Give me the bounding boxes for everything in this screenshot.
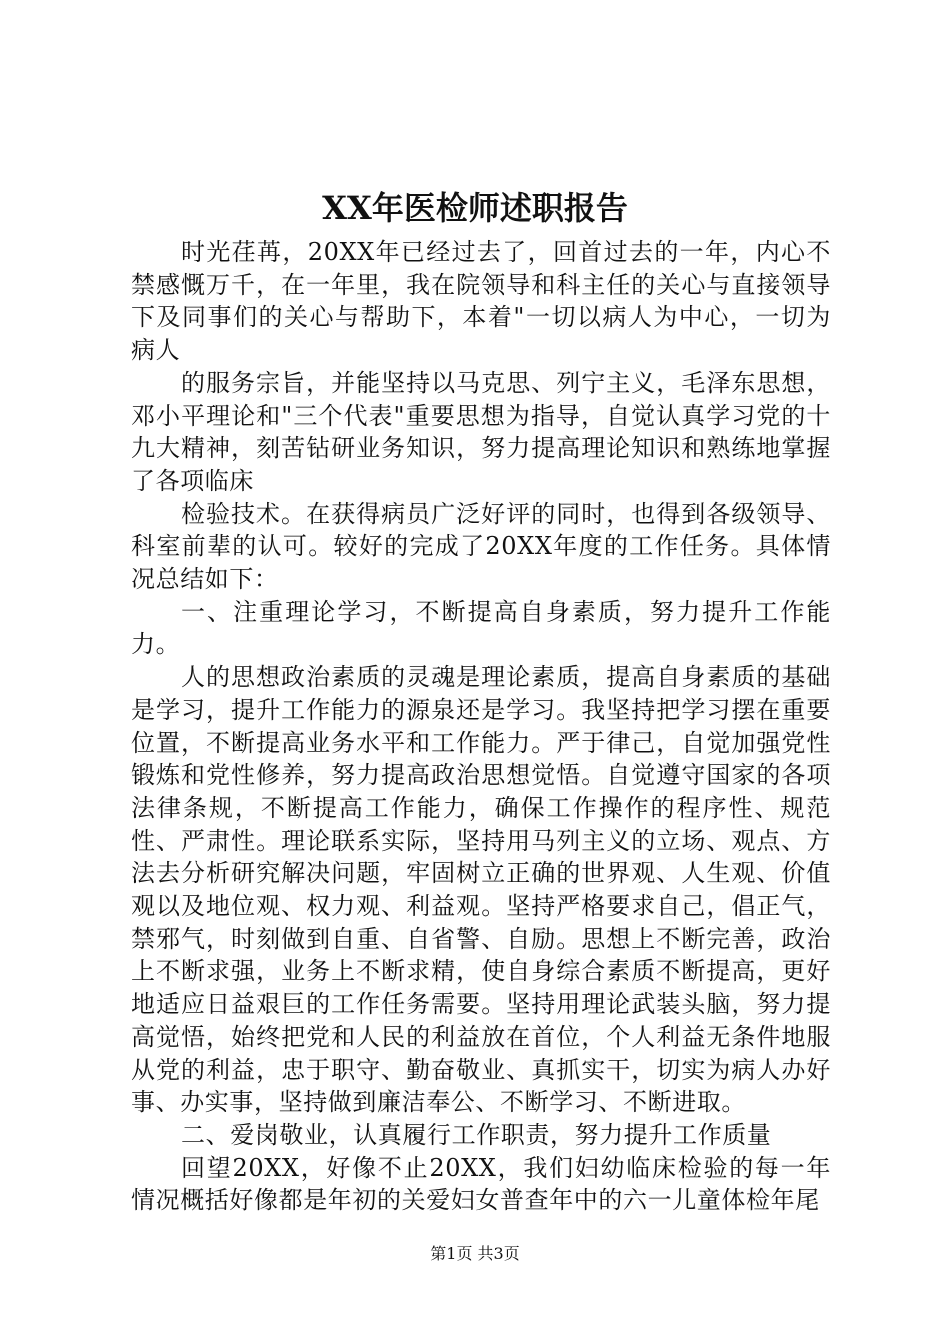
page-footer: 第1页 共3页 bbox=[430, 1244, 520, 1263]
section-heading: 一、注重理论学习，不断提高自身素质，努力提升工作能力。 bbox=[131, 597, 831, 659]
document-title: XX年医检师述职报告 bbox=[322, 189, 628, 227]
section-heading: 二、爱岗敬业，认真履行工作职责，努力提升工作质量 bbox=[181, 1120, 772, 1149]
paragraph: 人的思想政治素质的灵魂是理论素质，提高自身素质的基础是学习，提升工作能力的源泉还是学习。我坚持把学习摆在重要位置，不断提高业务水平和工作能力。严于律己，自觉加强党性锻炼和党性修养，努力提高政治思想觉悟。自觉遵守国家的各项法律条规，不断提高工作能力，确保工作操作的程序性、规范性、严肃性。理论联系实际，坚持用马列主义的立场、观点、方法去分析研究解决问题，牢固树立正确的世界观、人生观、价值观以及地位观、权力观、利益观。坚持严格要求自己，倡正气，禁邪气，时刻做到自重、自省警、自励。思想上不断完善，政治上不断求强，业务上不断求精，使自身综合素质不断提高，更好地适应日益艰巨的工作任务需要。坚持用理论武装头脑，努力提高觉悟，始终把党和人民的利益放在首位，个人利益无条件地服从党的利益，忠于职守、勤奋敬业、真抓实干，切实为病人办好事、办实事，坚持做到廉洁奉公、不断学习、不断进取。 bbox=[131, 663, 831, 1117]
paragraph: 时光荏苒，20XX年已经过去了，回首过去的一年，内心不禁感慨万千，在一年里，我在院领导和科主任的关心与直接领导下及同事们的关心与帮助下，本着"一切以病人为中心，一切为病人 bbox=[131, 238, 831, 365]
paragraph: 回望20XX，好像不止20XX，我们妇幼临床检验的每一年情况概括好像都是年初的关爱妇女普查年中的六一儿童体检年尾 bbox=[131, 1153, 831, 1215]
paragraph: 的服务宗旨，并能坚持以马克思、列宁主义，毛泽东思想，邓小平理论和"三个代表"重要思想为指导，自觉认真学习党的十九大精神，刻苦钻研业务知识，努力提高理论知识和熟练地掌握了各项临床 bbox=[131, 368, 831, 495]
paragraph: 检验技术。在获得病员广泛好评的同时，也得到各级领导、科室前辈的认可。较好的完成了20XX年度的工作任务。具体情况总结如下： bbox=[131, 499, 831, 594]
document-body bbox=[131, 236, 831, 1217]
